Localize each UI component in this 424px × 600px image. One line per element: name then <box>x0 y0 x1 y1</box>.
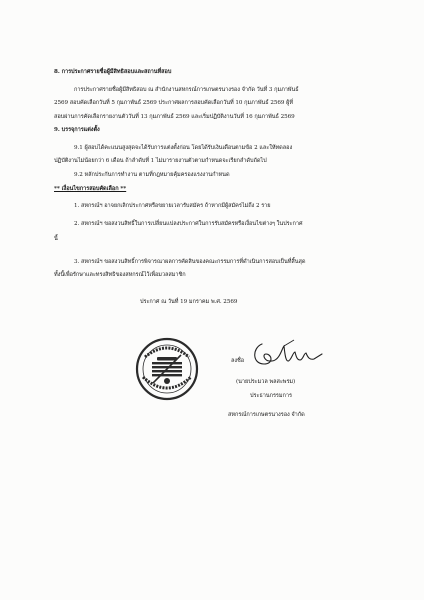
condition-2-line-2: นี้ <box>54 236 58 242</box>
section-9-item-1-line-2: ปฏิบัติงานไม่น้อยกว่า 6 เดือน ถ้าลำดับที่ 1 ไม่มารายงานตัวตามกำหนดจะเรียกลำดับถัดไป <box>54 158 267 164</box>
signer-position: ประธานกรรมการ <box>250 393 292 399</box>
cooperative-seal-logo <box>133 335 201 403</box>
conditions-heading-text: ** เงื่อนไขการสอบคัดเลือก ** <box>54 186 127 192</box>
conditions-heading <box>54 186 126 193</box>
section-8-line-2: 2569 สอบคัดเลือกวันที่ 5 กุมภาพันธ์ 2569 ประกาศผลการสอบคัดเลือกวันที่ 10 กุมภาพันธ์ 2569 ผู้ที่ <box>54 100 294 106</box>
section-8-heading: 8. การประกาศรายชื่อผู้มีสิทธิสอบและสถานที่สอบ <box>54 69 172 75</box>
section-8-line-1: การประกาศรายชื่อผู้มีสิทธิสอบ ณ สำนักงานสหกรณ์การเกษตรนางรอง จำกัด วันที่ 3 กุมภาพันธ์ <box>74 87 299 93</box>
section-9-heading: 9. บรรจุการแต่งตั้ง <box>54 127 100 133</box>
section-9-item-1-line-1: 9.1 ผู้สอบได้คะแนนสูงสุดจะได้รับการแต่งตั้งก่อน โดยได้รับเงินเดือนตามข้อ 2 และให้ทดลอง <box>74 145 293 151</box>
condition-3-line-1: 3. สหกรณ์ฯ ขอสงวนสิทธิ์การพิจารณาผลการคัดสินของคณะกรรมการที่ดำเนินการสอบเป็นที่สิ้นสุด <box>74 259 306 265</box>
section-8-line-3: สอบผ่านการคัดเลือกรายงานตัววันที่ 13 กุมภาพันธ์ 2569 และเริ่มปฏิบัติงานวันที่ 16 กุมภาพันธ์ 2569 <box>54 114 295 120</box>
condition-1: 1. สหกรณ์ฯ อาจยกเลิกประกาศหรือขยายเวลารับสมัคร ถ้าหากมีผู้สมัครไม่ถึง 2 ราย <box>74 203 271 209</box>
condition-3-line-2: ทั้งนี้เพื่อรักษาและทรงสิทธิของสหกรณ์ไว้เพื่อมวลสมาชิก <box>54 272 186 278</box>
signer-name: (นายประมวล พลสะพรม) <box>236 379 296 385</box>
condition-2-line-1: 2. สหกรณ์ฯ ขอสงวนสิทธิ์ในการเปลี่ยนแปลงประกาศในการรับสมัครหรือเงื่อนไขต่างๆ ในประกาศ <box>74 221 303 227</box>
sign-label: ลงชื่อ <box>231 358 245 364</box>
section-9-item-2: 9.2 หลักประกันการทำงาน ตามที่กฎหมายคุ้มครองแรงงานกำหนด <box>74 172 230 178</box>
handwritten-signature <box>248 334 328 370</box>
organization-name: สหกรณ์การเกษตรนางรอง จำกัด <box>228 412 305 418</box>
announcement-date: ประกาศ ณ วันที่ 19 มกราคม พ.ศ. 2569 <box>140 299 238 305</box>
